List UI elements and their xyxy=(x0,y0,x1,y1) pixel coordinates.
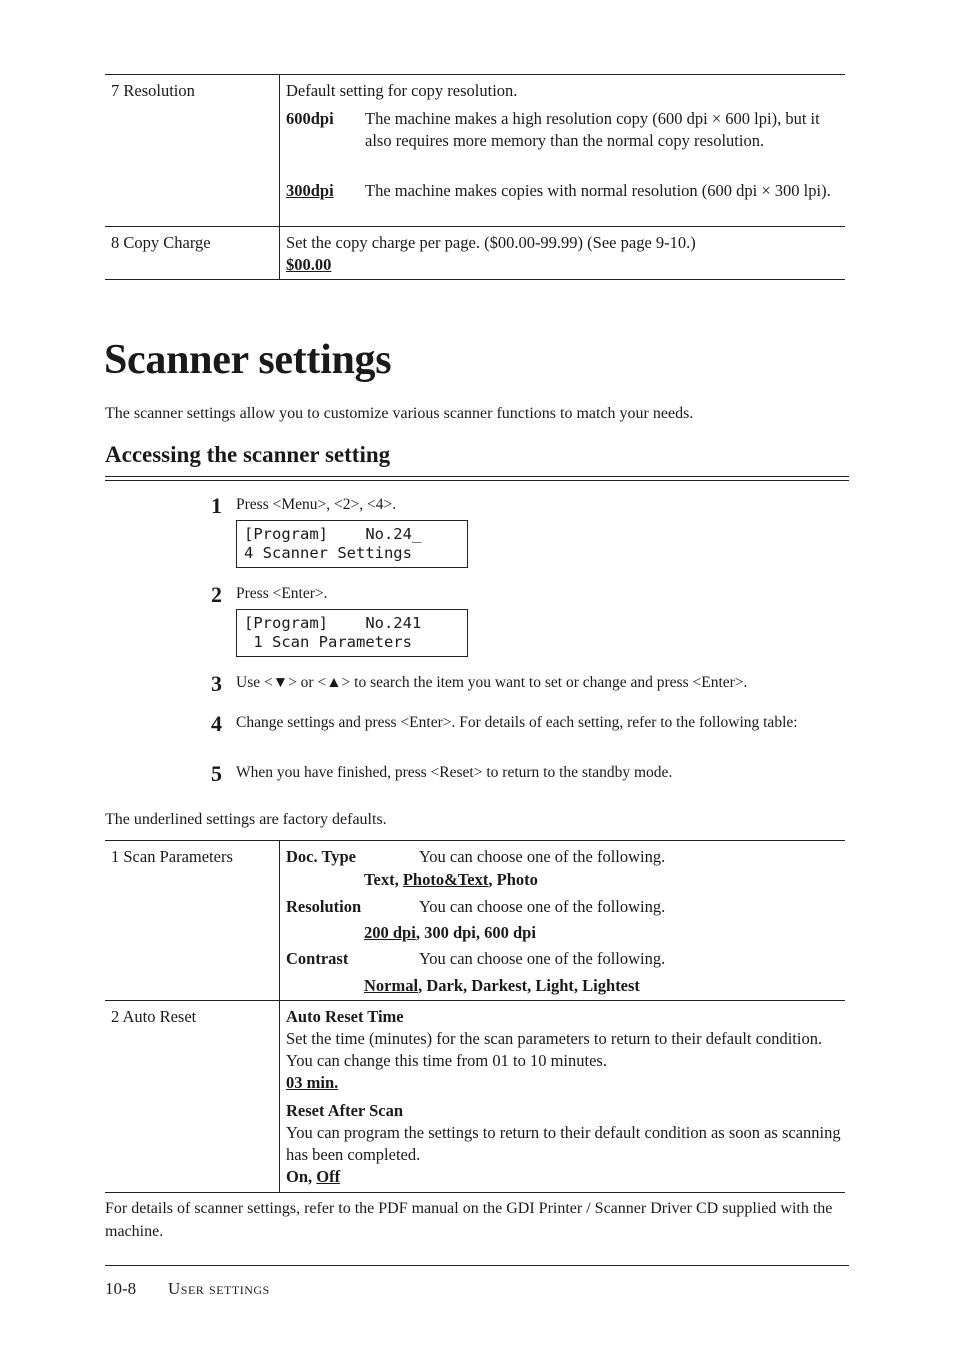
step-number: 3 xyxy=(211,671,222,696)
setting-key: Auto Reset Time xyxy=(286,1007,404,1026)
lcd-line: 1 Scan Parameters xyxy=(244,633,412,651)
setting-contrast xyxy=(286,948,842,998)
step-text: Use <▼> or <▲> to search the item you want to set or change and press <Enter>. xyxy=(236,674,748,691)
option: Light xyxy=(535,976,574,995)
option: Dark xyxy=(426,976,463,995)
defaults-note: The underlined settings are factory defaults. xyxy=(105,811,387,828)
step-number: 4 xyxy=(211,711,222,736)
page-number: 10-8 xyxy=(105,1279,137,1298)
lcd-line: [Program] No.24_ xyxy=(244,525,422,543)
table-rule xyxy=(105,279,845,280)
footnote: For details of scanner settings, refer to the PDF manual on the GDI Printer / Scanner Driver CD supplied with the machine. xyxy=(105,1200,833,1240)
subsection-title: Accessing the scanner setting xyxy=(105,442,391,467)
option: On xyxy=(286,1167,309,1186)
table-rule xyxy=(105,1192,845,1193)
step-number: 5 xyxy=(211,761,222,786)
setting-resolution xyxy=(286,896,842,946)
setting-key: Resolution xyxy=(286,897,362,916)
option: Photo xyxy=(496,870,538,889)
option-text: The machine makes a high resolution copy (600 dpi × 600 lpi), but it also requires more memory than the normal copy resolution. xyxy=(365,109,820,150)
table-rule xyxy=(105,840,845,841)
section-name: User settings xyxy=(168,1279,270,1298)
setting-auto-reset-time xyxy=(286,1006,842,1094)
footer-rule xyxy=(105,1265,849,1266)
table-rule xyxy=(105,1000,845,1001)
lcd-display xyxy=(236,520,468,568)
setting-options: Text, Photo&Text, Photo xyxy=(364,870,538,889)
setting-key: Doc. Type xyxy=(286,847,356,866)
copy-charge-default: $00.00 xyxy=(286,255,332,274)
setting-text: You can choose one of the following. xyxy=(419,949,666,968)
copy-settings-table xyxy=(105,74,845,282)
option-default: Off xyxy=(316,1167,341,1186)
setting-key: Contrast xyxy=(286,949,349,968)
option: Text xyxy=(364,870,395,889)
step-text: Change settings and press <Enter>. For details of each setting, refer to the following table: xyxy=(236,714,798,731)
option-default: 200 dpi xyxy=(364,923,416,942)
setting-key: Reset After Scan xyxy=(286,1101,403,1120)
double-rule xyxy=(105,476,849,481)
option-key-default: 300dpi xyxy=(286,181,334,200)
option-300dpi xyxy=(286,180,842,224)
step-number: 2 xyxy=(211,582,222,607)
step-text: Press <Enter>. xyxy=(236,585,328,602)
option-600dpi xyxy=(286,108,842,174)
setting-options: Normal, Dark, Darkest, Light, Lightest xyxy=(364,976,640,995)
lcd-display xyxy=(236,609,468,657)
setting-options: On, Off xyxy=(286,1167,341,1186)
lcd-line: 4 Scanner Settings xyxy=(244,544,412,562)
setting-text: You can choose one of the following. xyxy=(419,897,666,916)
table-divider xyxy=(279,840,280,1192)
option-default: Photo&Text xyxy=(402,870,489,889)
row-label-resolution: 7 Resolution xyxy=(111,81,195,100)
option: 600 dpi xyxy=(484,923,536,942)
copy-charge-description: Set the copy charge per page. ($00.00-99.99) (See page 9-10.) xyxy=(286,233,696,252)
option: Darkest xyxy=(471,976,528,995)
option: 300 dpi xyxy=(424,923,476,942)
page-title: Scanner settings xyxy=(104,337,392,383)
setting-default: 03 min. xyxy=(286,1073,339,1092)
lcd-line: [Program] No.241 xyxy=(244,614,422,632)
step-number: 1 xyxy=(211,493,222,518)
table-rule xyxy=(105,226,845,227)
setting-text: Set the time (minutes) for the scan parameters to return to their default condition. You can change this time from 01 to 10 minutes. xyxy=(286,1029,823,1070)
setting-options: 200 dpi, 300 dpi, 600 dpi xyxy=(364,923,536,942)
table-divider xyxy=(279,74,280,280)
row-label-auto-reset: 2 Auto Reset xyxy=(111,1007,197,1026)
resolution-description: Default setting for copy resolution. xyxy=(286,81,518,100)
option-default: Normal xyxy=(364,976,419,995)
row-label-copy-charge: 8 Copy Charge xyxy=(111,233,211,252)
scanner-settings-table xyxy=(105,840,845,1194)
intro-text: The scanner settings allow you to customize various scanner functions to match your needs. xyxy=(105,405,694,422)
option-key: 600dpi xyxy=(286,109,334,128)
setting-text: You can program the settings to return to their default condition as soon as scanning has been completed. xyxy=(286,1123,841,1164)
step-text: Press <Menu>, <2>, <4>. xyxy=(236,496,397,513)
setting-reset-after-scan xyxy=(286,1100,842,1188)
setting-doc-type xyxy=(286,846,842,894)
setting-text: You can choose one of the following. xyxy=(419,847,666,866)
option: Lightest xyxy=(582,976,640,995)
table-rule xyxy=(105,74,845,75)
row-label-scan-parameters: 1 Scan Parameters xyxy=(111,847,233,866)
option-text: The machine makes copies with normal resolution (600 dpi × 300 lpi). xyxy=(365,181,831,200)
step-text: When you have finished, press <Reset> to return to the standby mode. xyxy=(236,764,673,781)
